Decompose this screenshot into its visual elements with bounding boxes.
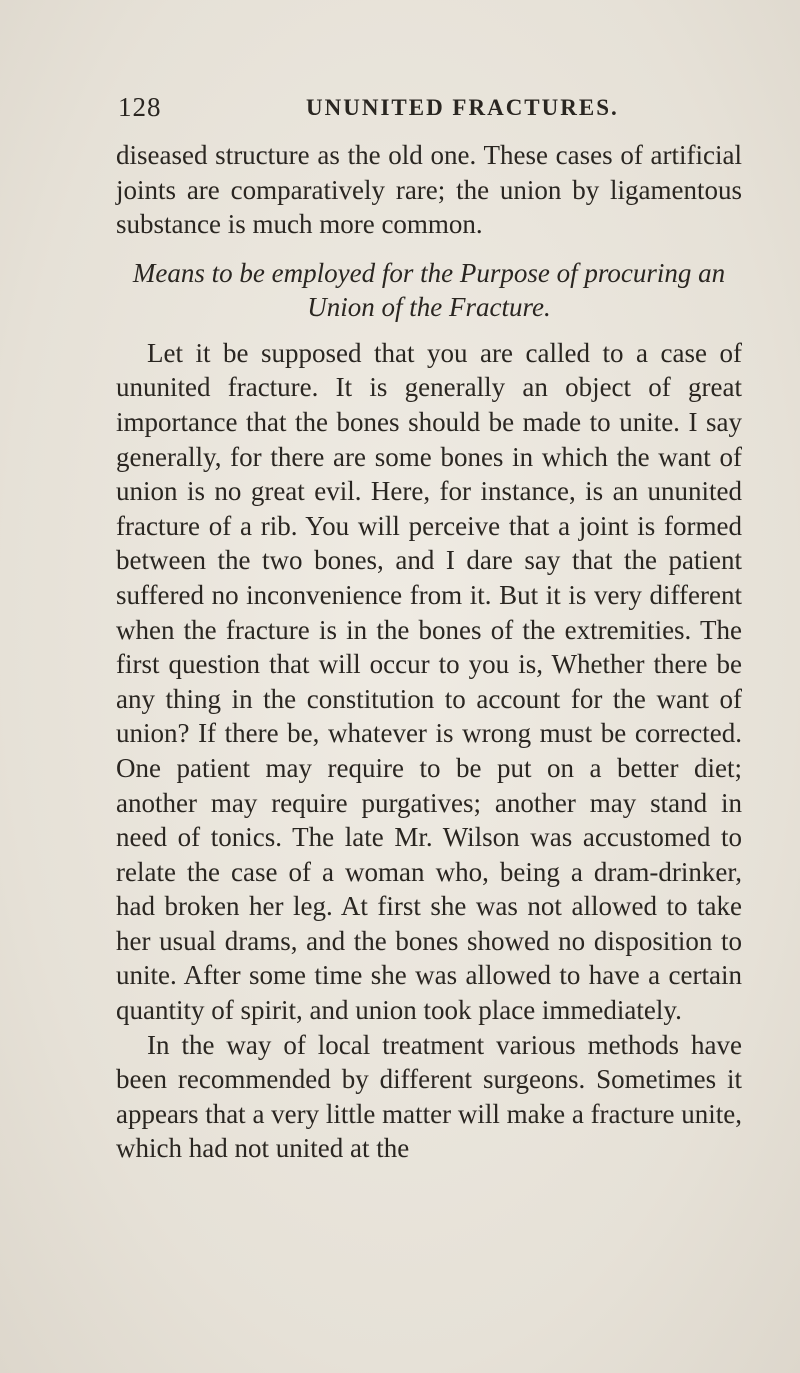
section-heading: Means to be employed for the Purpose of procuring an Union of the Fracture. bbox=[132, 257, 726, 322]
paragraph-continued: diseased structure as the old one. These cases of artificial joints are comparatively rare; the union by ligamentous substance is much more common. bbox=[116, 140, 742, 240]
running-title: UNUNITED FRACTURES. bbox=[306, 95, 619, 120]
page-number: 128 bbox=[118, 92, 162, 122]
body-text bbox=[116, 138, 742, 1166]
paragraph: In the way of local treatment various methods have been recommended by different surgeons. Sometimes it appears that a very little matter will make a fracture unite, which had not united at the bbox=[116, 1029, 742, 1164]
paragraph: Let it be supposed that you are called to a case of ununited fracture. It is generally an object of great importance that the bones should be made to unite. I say generally, for there are some bones in which the want of union is no great evil. Here, for instance, is an ununited fracture of a rib. You will perceive that a joint is formed between the two bones, and I dare say that the patient suffered no inconvenience from it. But it is very different when the fracture is in the bones of the extremities. The first question that will occur to you is, Whether there be any thing in the constitution to account for the want of union? If there be, whatever is wrong must be corrected. One patient may require to be put on a better diet; another may require purgatives; another may stand in need of tonics. The late Mr. Wilson was accustomed to relate the case of a woman who, being a dram-drinker, had broken her leg. At first she was not allowed to take her usual drams, and the bones showed no disposition to unite. After some time she was allowed to have a certain quantity of spirit, and union took place immediately. bbox=[116, 337, 742, 1026]
page-header bbox=[0, 92, 800, 132]
